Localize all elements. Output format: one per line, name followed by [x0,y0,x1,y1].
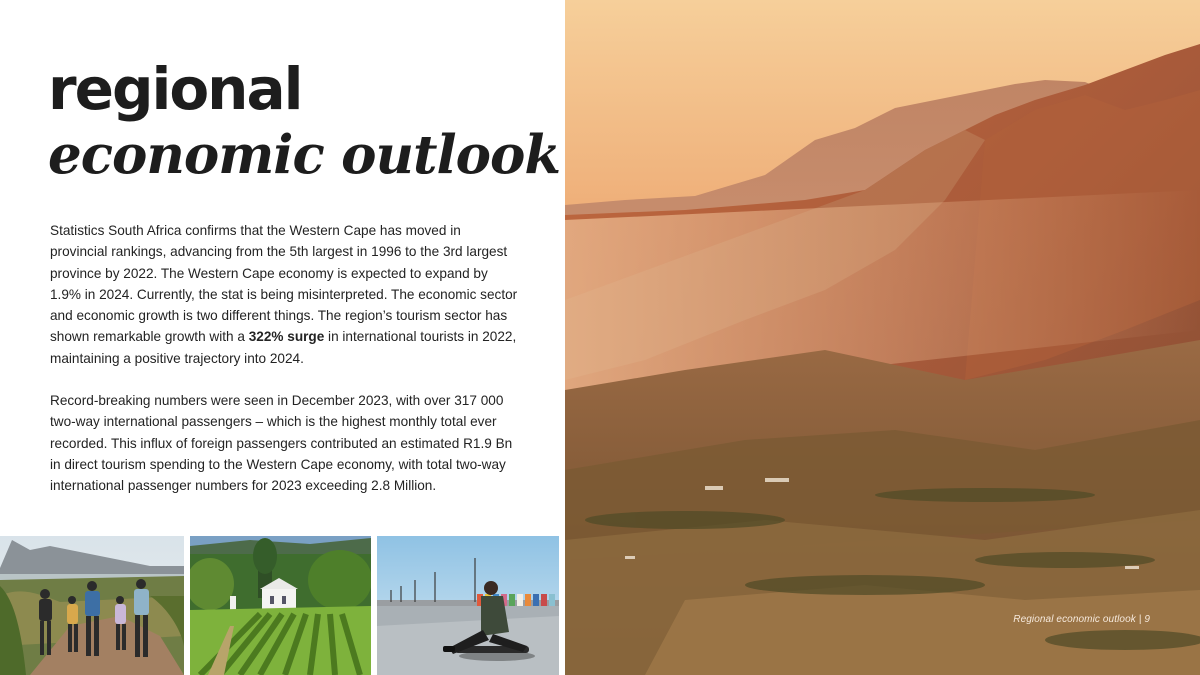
paragraph-1-text-end: in international tourists in 2022, maintaining a positive trajectory into 2024. [50,329,517,366]
mountain-landscape-graphic [565,0,1200,675]
page-footer [1013,614,1150,625]
paragraph-1 [50,220,520,369]
vineyard-photo-graphic [190,536,371,675]
footer-label: Regional economic outlook [1013,614,1136,625]
hikers-photo-graphic [0,536,184,675]
page-title-line2: economic outlook [48,124,561,186]
vineyard-photo [190,536,371,675]
paragraph-1-text: Statistics South Africa confirms that the Western Cape has moved in provincial rankings, advancing from the 5th largest in 1996 to the 3rd largest province by 2022. The Western Cape economy is expected to expand by 1.9% in 2024. Currently, the stat is being misinterpreted. The economic sector and economic growth is two different things. The region’s tourism sector has shown remarkable growth with a [50,223,518,345]
footer-separator: | [1138,614,1142,625]
page-number: 9 [1144,614,1150,625]
left-panel [0,0,563,675]
body-text [50,220,520,518]
page-title-line1: regional [48,55,302,123]
paragraph-1-highlight: 322% surge [248,329,325,345]
hikers-photo [0,536,184,675]
paragraph-2: Record-breaking numbers were seen in December 2023, with over 317 000 two-way international passengers – which is the highest monthly total ever recorded. This influx of foreign passengers contributed an estimated R1.9 Bn in direct tourism spending to the Western Cape economy, with total two-way international passenger numbers for 2023 exceeding 2.8 Million. [50,393,513,494]
skateboarder-photo-graphic [377,536,559,675]
skateboarder-photo [377,536,559,675]
mountain-landscape-photo [565,0,1200,675]
